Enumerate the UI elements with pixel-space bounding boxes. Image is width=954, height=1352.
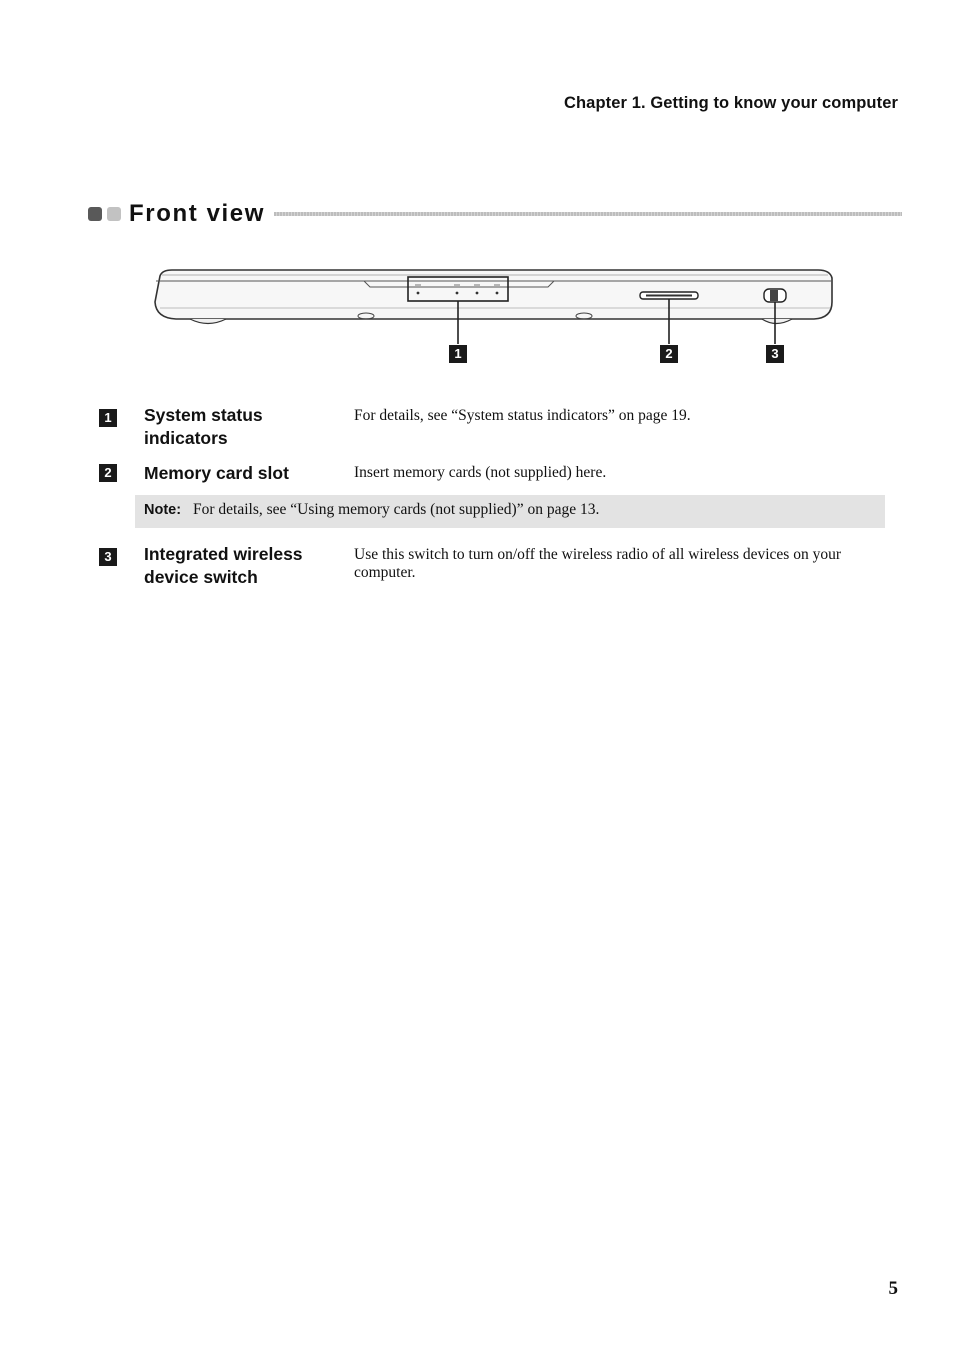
callout-1: 1 xyxy=(449,345,467,363)
callout-2: 2 xyxy=(660,345,678,363)
laptop-front-drawing xyxy=(150,262,840,374)
laptop-front-view-illustration xyxy=(150,262,840,374)
item-number-3: 3 xyxy=(99,548,117,566)
page-number: 5 xyxy=(888,1278,898,1299)
item-label-wireless-switch: Integrated wireless device switch xyxy=(144,544,303,587)
item-label-memory-card: Memory card slot xyxy=(144,463,289,483)
item-description-system-status: For details, see “System status indicators” on page 19. xyxy=(354,407,691,424)
title-rule xyxy=(274,212,902,216)
note-box xyxy=(135,495,885,528)
section-title: Front view xyxy=(129,200,266,227)
callout-3: 3 xyxy=(766,345,784,363)
item-description-memory-card: Insert memory cards (not supplied) here. xyxy=(354,464,607,481)
item-label-system-status: System status indicators xyxy=(144,405,263,448)
note-label: Note: xyxy=(144,502,182,518)
section-heading xyxy=(88,197,902,231)
item-number-2: 2 xyxy=(99,464,117,482)
item-description-wireless-switch: Use this switch to turn on/off the wireless radio of all wireless devices on your computer. xyxy=(354,546,842,581)
chapter-header: Chapter 1. Getting to know your computer xyxy=(563,94,898,112)
item-number-1: 1 xyxy=(99,409,117,427)
note-text: For details, see “Using memory cards (not supplied)” on page 13. xyxy=(193,501,600,518)
